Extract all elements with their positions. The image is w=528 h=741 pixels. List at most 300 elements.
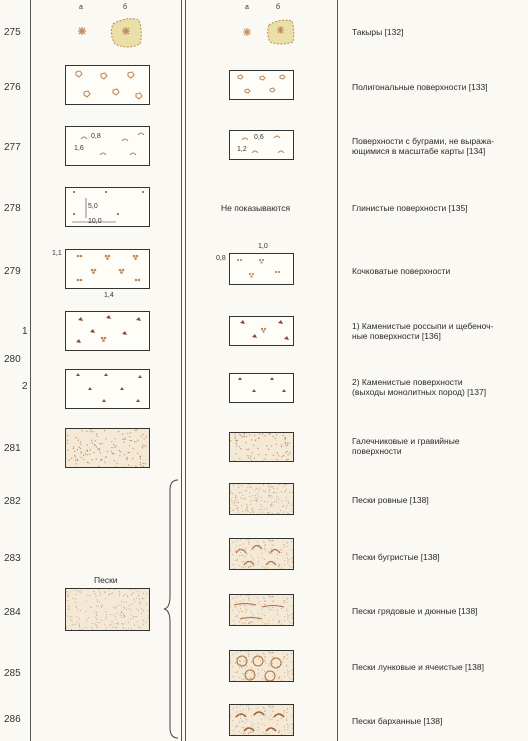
texture-dot bbox=[112, 621, 113, 622]
texture-dot bbox=[146, 622, 147, 623]
texture-dot bbox=[272, 607, 273, 608]
takyr-symbol-a-right bbox=[241, 26, 253, 38]
texture-dot bbox=[282, 550, 283, 551]
texture-dot bbox=[269, 495, 270, 496]
texture-dot bbox=[253, 670, 254, 671]
texture-dot bbox=[127, 457, 128, 458]
symbol-box-285-right bbox=[229, 650, 294, 682]
texture-dot bbox=[99, 443, 100, 444]
texture-dot bbox=[281, 446, 282, 447]
symbol-box-279-left bbox=[65, 249, 150, 289]
texture-dot bbox=[71, 616, 72, 617]
texture-dot bbox=[116, 445, 117, 446]
texture-dot bbox=[233, 676, 234, 677]
texture-dot bbox=[236, 546, 237, 547]
texture-dot bbox=[286, 484, 287, 485]
texture-dot bbox=[258, 557, 259, 558]
texture-dot bbox=[257, 493, 258, 494]
texture-dot bbox=[90, 431, 91, 432]
texture-dot bbox=[235, 495, 236, 496]
texture-dot bbox=[249, 484, 250, 485]
texture-dot bbox=[253, 735, 254, 736]
texture-dot bbox=[87, 445, 88, 446]
texture-dot bbox=[92, 431, 93, 432]
texture-dot bbox=[275, 438, 276, 439]
texture-dot bbox=[286, 500, 287, 501]
texture-dot bbox=[271, 661, 272, 662]
texture-dot bbox=[77, 460, 78, 461]
texture-dot bbox=[129, 440, 130, 441]
texture-dot bbox=[246, 504, 247, 505]
texture-dot bbox=[134, 601, 135, 602]
texture-dot bbox=[114, 589, 115, 590]
texture-dot bbox=[248, 567, 249, 568]
texture-dot bbox=[120, 613, 121, 614]
texture-dot bbox=[259, 510, 260, 511]
texture-dot bbox=[258, 673, 259, 674]
texture-dot bbox=[143, 624, 144, 625]
texture-dot bbox=[285, 439, 286, 440]
texture-dot bbox=[259, 601, 260, 602]
texture-dot bbox=[149, 623, 150, 624]
texture-dot bbox=[75, 599, 76, 600]
texture-dot bbox=[248, 544, 249, 545]
texture-dot bbox=[243, 710, 244, 711]
texture-dot bbox=[249, 735, 250, 736]
texture-dot bbox=[237, 508, 238, 509]
texture-dot bbox=[276, 459, 277, 460]
texture-dot bbox=[250, 621, 251, 622]
texture-dot bbox=[273, 455, 274, 456]
texture-dot bbox=[246, 610, 247, 611]
texture-dot bbox=[236, 706, 237, 707]
texture-dot bbox=[276, 434, 277, 435]
texture-dot bbox=[264, 514, 265, 515]
texture-dot bbox=[285, 438, 286, 439]
texture-dot bbox=[246, 554, 247, 555]
texture-dot bbox=[74, 590, 75, 591]
texture-dot bbox=[233, 620, 234, 621]
texture-dot bbox=[235, 672, 236, 673]
texture-dot bbox=[279, 564, 280, 565]
texture-dot bbox=[283, 712, 284, 713]
texture-dot bbox=[284, 600, 285, 601]
texture-dot bbox=[70, 617, 71, 618]
texture-dot bbox=[230, 716, 231, 717]
texture-dot bbox=[281, 552, 282, 553]
texture-dot bbox=[287, 451, 288, 452]
dim-279-a: 1,1 bbox=[52, 250, 62, 257]
texture-dot bbox=[250, 492, 251, 493]
texture-dot bbox=[77, 616, 78, 617]
texture-dot bbox=[285, 507, 286, 508]
texture-dot bbox=[150, 439, 151, 440]
texture-dot bbox=[287, 459, 288, 460]
texture-dot bbox=[149, 617, 150, 618]
texture-dot bbox=[232, 510, 233, 511]
texture-dot bbox=[291, 597, 292, 598]
texture-dot bbox=[287, 443, 288, 444]
texture-dot bbox=[291, 653, 292, 654]
texture-dot bbox=[253, 674, 254, 675]
texture-dot bbox=[264, 559, 265, 560]
texture-dot bbox=[248, 457, 249, 458]
header-col-a2: а bbox=[245, 4, 249, 11]
texture-dot bbox=[262, 723, 263, 724]
texture-dot bbox=[263, 597, 264, 598]
texture-dot bbox=[134, 625, 135, 626]
texture-dot bbox=[265, 600, 266, 601]
texture-dot bbox=[253, 558, 254, 559]
texture-dot bbox=[262, 512, 263, 513]
texture-dot bbox=[273, 711, 274, 712]
texture-dot bbox=[245, 510, 246, 511]
texture-dot bbox=[239, 555, 240, 556]
texture-dot bbox=[273, 653, 274, 654]
texture-dot bbox=[99, 595, 100, 596]
texture-dot bbox=[247, 727, 248, 728]
texture-dot bbox=[245, 548, 246, 549]
texture-dot bbox=[282, 662, 283, 663]
texture-dot bbox=[269, 653, 270, 654]
texture-dot bbox=[128, 465, 129, 466]
texture-dot bbox=[133, 589, 134, 590]
texture-dot bbox=[125, 594, 126, 595]
texture-dot bbox=[265, 568, 266, 569]
texture-dot bbox=[132, 458, 133, 459]
texture-dot bbox=[231, 491, 232, 492]
texture-dot bbox=[80, 590, 81, 591]
texture-dot bbox=[99, 448, 100, 449]
texture-dot bbox=[123, 627, 124, 628]
texture-dot bbox=[272, 711, 273, 712]
texture-dot bbox=[240, 549, 241, 550]
texture-dot bbox=[253, 566, 254, 567]
texture-dot bbox=[133, 616, 134, 617]
row-number: 286 bbox=[4, 714, 21, 725]
texture-dot bbox=[284, 726, 285, 727]
texture-dot bbox=[100, 452, 101, 453]
texture-dot bbox=[265, 716, 266, 717]
texture-dot bbox=[239, 458, 240, 459]
texture-dot bbox=[80, 448, 81, 449]
texture-dot bbox=[249, 569, 250, 570]
texture-dot bbox=[248, 654, 249, 655]
texture-dot bbox=[242, 673, 243, 674]
texture-dot bbox=[284, 672, 285, 673]
texture-dot bbox=[255, 497, 256, 498]
texture-dot bbox=[264, 509, 265, 510]
texture-dot bbox=[101, 607, 102, 608]
texture-dot bbox=[87, 630, 88, 631]
texture-dot bbox=[119, 455, 120, 456]
texture-dot bbox=[246, 609, 247, 610]
texture-dot bbox=[147, 593, 148, 594]
texture-dot bbox=[106, 614, 107, 615]
texture-dot bbox=[230, 493, 231, 494]
texture-dot bbox=[266, 508, 267, 509]
texture-dot bbox=[293, 546, 294, 547]
texture-dot bbox=[291, 661, 292, 662]
row-description: 1) Каменистые россыпи и щебеноч- ные поверхности [136] bbox=[352, 321, 494, 341]
texture-dot bbox=[123, 624, 124, 625]
texture-dot bbox=[281, 718, 282, 719]
texture-dot bbox=[251, 662, 252, 663]
texture-dot bbox=[86, 601, 87, 602]
texture-dot bbox=[236, 602, 237, 603]
texture-dot bbox=[245, 612, 246, 613]
column-line-4 bbox=[337, 0, 338, 741]
texture-dot bbox=[139, 599, 140, 600]
texture-dot bbox=[140, 464, 141, 465]
texture-dot bbox=[75, 602, 76, 603]
texture-dot bbox=[237, 440, 238, 441]
texture-dot bbox=[276, 499, 277, 500]
row-number: 276 bbox=[4, 82, 21, 93]
texture-dot bbox=[272, 513, 273, 514]
texture-dot bbox=[92, 629, 93, 630]
texture-dot bbox=[124, 615, 125, 616]
texture-dot bbox=[236, 508, 237, 509]
texture-dot bbox=[285, 452, 286, 453]
texture-dot bbox=[270, 653, 271, 654]
texture-dot bbox=[258, 620, 259, 621]
texture-dot bbox=[258, 603, 259, 604]
texture-dot bbox=[253, 569, 254, 570]
texture-dot bbox=[72, 598, 73, 599]
texture-dot bbox=[78, 621, 79, 622]
texture-dot bbox=[243, 715, 244, 716]
texture-dot bbox=[260, 549, 261, 550]
texture-dot bbox=[268, 717, 269, 718]
texture-dot bbox=[128, 452, 129, 453]
texture-dot bbox=[291, 605, 292, 606]
texture-dot bbox=[270, 506, 271, 507]
texture-dot bbox=[90, 607, 91, 608]
texture-dot bbox=[274, 492, 275, 493]
texture-dot bbox=[246, 651, 247, 652]
texture-dot bbox=[269, 496, 270, 497]
texture-dot bbox=[287, 654, 288, 655]
texture-dot bbox=[293, 486, 294, 487]
texture-dot bbox=[92, 459, 93, 460]
texture-dot bbox=[251, 726, 252, 727]
texture-dot bbox=[243, 617, 244, 618]
texture-dot bbox=[234, 734, 235, 735]
texture-dot bbox=[286, 719, 287, 720]
texture-dot bbox=[240, 497, 241, 498]
texture-dot bbox=[263, 484, 264, 485]
texture-dot bbox=[92, 623, 93, 624]
texture-dot bbox=[253, 514, 254, 515]
texture-dot bbox=[106, 629, 107, 630]
texture-dot bbox=[278, 732, 279, 733]
texture-dot bbox=[245, 714, 246, 715]
texture-dot bbox=[87, 619, 88, 620]
texture-dot bbox=[234, 436, 235, 437]
texture-dot bbox=[264, 654, 265, 655]
symbol-box-280-2-right bbox=[229, 373, 294, 403]
takyr-symbol-b-left bbox=[107, 14, 147, 52]
texture-dot bbox=[140, 627, 141, 628]
texture-dot bbox=[293, 676, 294, 677]
texture-dot bbox=[284, 560, 285, 561]
texture-dot bbox=[243, 600, 244, 601]
texture-dot bbox=[243, 435, 244, 436]
texture-dot bbox=[269, 487, 270, 488]
dim-279-c: 1,0 bbox=[258, 243, 268, 250]
texture-dot bbox=[277, 558, 278, 559]
texture-dot bbox=[273, 597, 274, 598]
texture-dot bbox=[268, 449, 269, 450]
texture-dot bbox=[105, 438, 106, 439]
texture-dot bbox=[268, 484, 269, 485]
texture-dot bbox=[265, 660, 266, 661]
texture-dot bbox=[230, 550, 231, 551]
texture-dot bbox=[90, 449, 91, 450]
dim-277-c: 0,6 bbox=[254, 134, 264, 141]
texture-dot bbox=[283, 546, 284, 547]
texture-dot bbox=[246, 720, 247, 721]
texture-dot bbox=[245, 606, 246, 607]
texture-dot bbox=[138, 627, 139, 628]
texture-dot bbox=[235, 560, 236, 561]
texture-dot bbox=[258, 669, 259, 670]
symbol-box-281-left bbox=[65, 428, 150, 468]
texture-dot bbox=[255, 495, 256, 496]
texture-dot bbox=[113, 607, 114, 608]
texture-dot bbox=[284, 491, 285, 492]
texture-dot bbox=[280, 605, 281, 606]
texture-dot bbox=[239, 667, 240, 668]
texture-dot bbox=[245, 562, 246, 563]
texture-dot bbox=[143, 434, 144, 435]
texture-dot bbox=[252, 510, 253, 511]
texture-dot bbox=[271, 445, 272, 446]
texture-dot bbox=[263, 653, 264, 654]
texture-dot bbox=[250, 502, 251, 503]
texture-dot bbox=[286, 712, 287, 713]
texture-dot bbox=[292, 728, 293, 729]
texture-dot bbox=[293, 608, 294, 609]
texture-dot bbox=[273, 488, 274, 489]
texture-dot bbox=[278, 566, 279, 567]
texture-dot bbox=[273, 570, 274, 571]
texture-dot bbox=[96, 614, 97, 615]
texture-dot bbox=[253, 445, 254, 446]
row-number-sub: 1 bbox=[22, 326, 28, 337]
texture-dot bbox=[265, 662, 266, 663]
texture-dot bbox=[133, 599, 134, 600]
texture-dot bbox=[283, 435, 284, 436]
texture-dot bbox=[286, 666, 287, 667]
texture-dot bbox=[248, 708, 249, 709]
texture-dot bbox=[140, 462, 141, 463]
texture-dot bbox=[284, 544, 285, 545]
texture-dot bbox=[81, 592, 82, 593]
texture-dot bbox=[69, 609, 70, 610]
texture-dot bbox=[112, 453, 113, 454]
texture-dot bbox=[273, 682, 274, 683]
texture-dot bbox=[253, 511, 254, 512]
symbol-box-284-right bbox=[229, 594, 294, 626]
texture-dot bbox=[76, 623, 77, 624]
texture-dot bbox=[278, 514, 279, 515]
texture-dot bbox=[127, 433, 128, 434]
texture-dot bbox=[281, 680, 282, 681]
texture-dot bbox=[135, 616, 136, 617]
texture-dot bbox=[292, 618, 293, 619]
row-description: Поверхности с буграми, не выража- ющимися в масштабе карты [134] bbox=[352, 136, 495, 156]
texture-dot bbox=[240, 718, 241, 719]
texture-dot bbox=[285, 442, 286, 443]
texture-dot bbox=[279, 484, 280, 485]
texture-dot bbox=[119, 593, 120, 594]
texture-dot bbox=[236, 658, 237, 659]
texture-dot bbox=[104, 430, 105, 431]
texture-dot bbox=[246, 507, 247, 508]
texture-dot bbox=[272, 540, 273, 541]
texture-dot bbox=[126, 459, 127, 460]
texture-dot bbox=[99, 622, 100, 623]
texture-dot bbox=[291, 670, 292, 671]
symbol-box-280-2-left bbox=[65, 369, 150, 409]
texture-dot bbox=[241, 566, 242, 567]
texture-dot bbox=[102, 605, 103, 606]
texture-dot bbox=[254, 625, 255, 626]
texture-dot bbox=[233, 654, 234, 655]
texture-dot bbox=[270, 504, 271, 505]
texture-dot bbox=[245, 674, 246, 675]
texture-dot bbox=[278, 499, 279, 500]
texture-dot bbox=[118, 624, 119, 625]
takyr-symbol-b-right bbox=[264, 15, 298, 49]
texture-dot bbox=[258, 735, 259, 736]
texture-dot bbox=[279, 730, 280, 731]
texture-dot bbox=[244, 498, 245, 499]
texture-dot bbox=[281, 568, 282, 569]
texture-dot bbox=[260, 661, 261, 662]
texture-dot bbox=[235, 717, 236, 718]
texture-dot bbox=[240, 552, 241, 553]
texture-dot bbox=[268, 539, 269, 540]
texture-dot bbox=[245, 604, 246, 605]
texture-dot bbox=[281, 734, 282, 735]
texture-dot bbox=[259, 711, 260, 712]
texture-dot bbox=[105, 598, 106, 599]
texture-dot bbox=[271, 609, 272, 610]
texture-dot bbox=[109, 594, 110, 595]
texture-dot bbox=[280, 510, 281, 511]
texture-dot bbox=[246, 436, 247, 437]
texture-dot bbox=[133, 448, 134, 449]
texture-dot bbox=[248, 595, 249, 596]
texture-dot bbox=[258, 723, 259, 724]
texture-dot bbox=[234, 568, 235, 569]
texture-dot bbox=[287, 445, 288, 446]
texture-dot bbox=[230, 508, 231, 509]
texture-dot bbox=[79, 618, 80, 619]
texture-dot bbox=[83, 459, 84, 460]
texture-dot bbox=[118, 605, 119, 606]
texture-dot bbox=[280, 549, 281, 550]
texture-dot bbox=[96, 619, 97, 620]
texture-dot bbox=[116, 466, 117, 467]
texture-dot bbox=[273, 545, 274, 546]
texture-dot bbox=[240, 601, 241, 602]
texture-dot bbox=[257, 708, 258, 709]
texture-dot bbox=[238, 487, 239, 488]
